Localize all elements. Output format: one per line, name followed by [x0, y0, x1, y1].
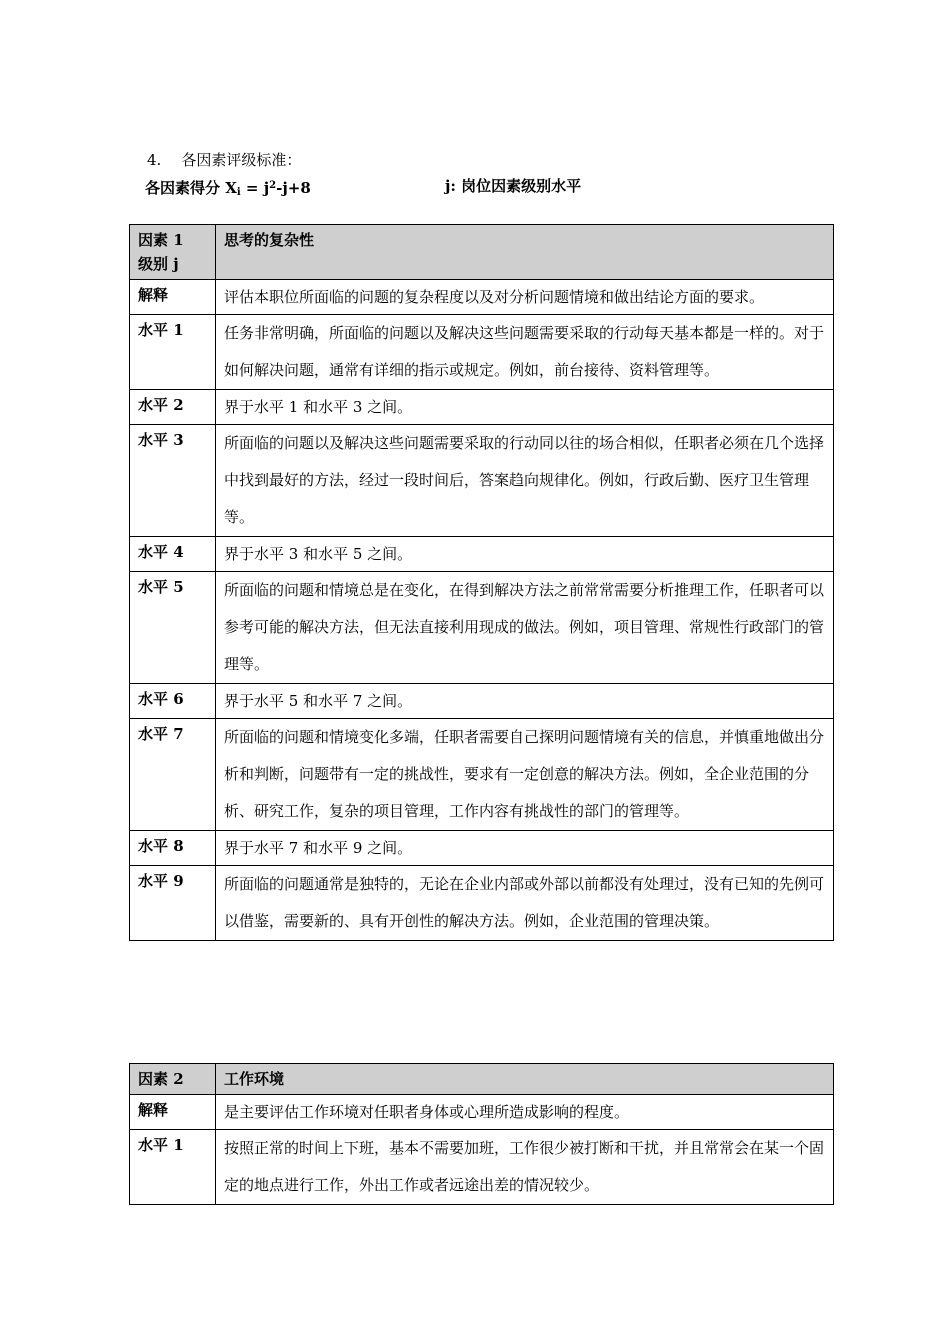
row-label: 解释 [130, 280, 216, 315]
row-label: 水平 8 [130, 831, 216, 866]
table-row [130, 537, 834, 572]
section-number: 4. [147, 151, 162, 169]
row-text: 任务非常明确，所面临的问题以及解决这些问题需要采取的行动每天基本都是一样的。对于如何解决问题，通常有详细的指示或规定。例如，前台接待、资料管理等。 [216, 315, 834, 390]
factor-1-header-row [130, 225, 834, 280]
factor-2-header-row [130, 1064, 834, 1095]
factor-2-title: 工作环境 [216, 1064, 834, 1095]
row-label: 水平 1 [130, 315, 216, 390]
row-text: 所面临的问题和情境变化多端，任职者需要自己探明问题情境有关的信息，并慎重地做出分析和判断，问题带有一定的挑战性，要求有一定创意的解决方法。例如，全企业范围的分析、研究工作，复杂的项目管理，工作内容有挑战性的部门的管理等。 [216, 719, 834, 831]
row-label: 解释 [130, 1095, 216, 1130]
table-row [130, 390, 834, 425]
section-title: 各因素评级标准： [181, 151, 302, 169]
table-row [130, 425, 834, 537]
row-label: 水平 7 [130, 719, 216, 831]
section-heading [147, 150, 301, 170]
row-label: 水平 4 [130, 537, 216, 572]
row-label: 水平 2 [130, 390, 216, 425]
row-text: 是主要评估工作环境对任职者身体或心理所造成影响的程度。 [216, 1095, 834, 1130]
table-row [130, 719, 834, 831]
row-text: 评估本职位所面临的问题的复杂程度以及对分析问题情境和做出结论方面的要求。 [216, 280, 834, 315]
row-text: 按照正常的时间上下班，基本不需要加班，工作很少被打断和干扰，并且常常会在某一个固定的地点进行工作，外出工作或者远途出差的情况较少。 [216, 1130, 834, 1205]
formula-left: 各因素得分 $X_i = j^2-j+8$ [145, 179, 311, 198]
table-row [130, 1095, 834, 1130]
row-text: 界于水平 5 和水平 7 之间。 [216, 684, 834, 719]
row-text: 界于水平 7 和水平 9 之间。 [216, 831, 834, 866]
factor-1-title: 思考的复杂性 [216, 225, 834, 280]
row-label: 水平 3 [130, 425, 216, 537]
factor-2-label: 因素 2 [130, 1064, 216, 1095]
table-row [130, 1130, 834, 1205]
row-text: 所面临的问题以及解决这些问题需要采取的行动同以往的场合相似，任职者必须在几个选择中找到最好的方法，经过一段时间后，答案趋向规律化。例如，行政后勤、医疗卫生管理等。 [216, 425, 834, 537]
factor-2-table [129, 1063, 834, 1205]
formula-variable-note: j: 岗位因素级别水平 [445, 177, 582, 195]
row-text: 所面临的问题和情境总是在变化，在得到解决方法之前常常需要分析推理工作，任职者可以参考可能的解决方法，但无法直接利用现成的做法。例如，项目管理、常规性行政部门的管理等。 [216, 572, 834, 684]
factor-1-label: 因素 1 级别 j [130, 225, 216, 280]
row-label: 水平 6 [130, 684, 216, 719]
table-row [130, 866, 834, 941]
row-label: 水平 9 [130, 866, 216, 941]
table-row [130, 831, 834, 866]
row-text: 界于水平 1 和水平 3 之间。 [216, 390, 834, 425]
row-label: 水平 1 [130, 1130, 216, 1205]
table-row [130, 684, 834, 719]
row-label: 水平 5 [130, 572, 216, 684]
table-row [130, 315, 834, 390]
factor-1-table [129, 224, 834, 941]
row-text: 界于水平 3 和水平 5 之间。 [216, 537, 834, 572]
score-formula [145, 176, 845, 203]
row-text: 所面临的问题通常是独特的，无论在企业内部或外部以前都没有处理过，没有已知的先例可以借鉴，需要新的、具有开创性的解决方法。例如，企业范围的管理决策。 [216, 866, 834, 941]
table-row [130, 280, 834, 315]
table-row [130, 572, 834, 684]
